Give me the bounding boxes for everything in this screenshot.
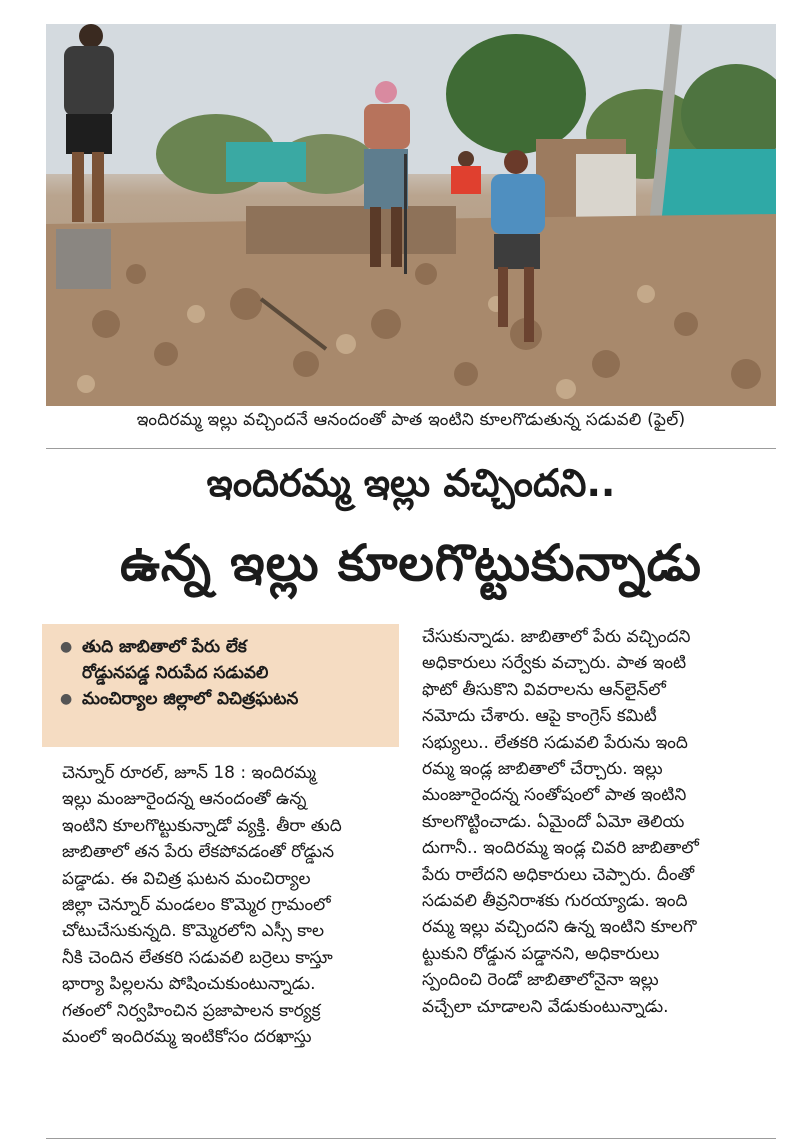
article-line: వచ్చేలా చూడాలని వేడుకుంటున్నాడు.: [422, 996, 669, 1017]
article-line: చోటుచేసుకున్నది. కొమ్మెరలోని ఎస్సీ కాల: [62, 921, 325, 942]
article-line: రమ్మ ఇల్లు వచ్చిందని ఉన్న ఇంటిని కూలగొ: [422, 917, 697, 938]
article-line: ఇల్లు మంజూరైందన్న ఆనందంతో ఉన్న: [62, 789, 307, 810]
bullet-icon: ●: [60, 691, 73, 707]
article-line: దుగానీ.. ఇందిరమ్మ ఇండ్ల చివరి జాబితాలో: [422, 838, 699, 859]
highlight-continuation: రోడ్డునపడ్డ నిరుపేద సడువలి: [82, 663, 269, 683]
highlight-text: తుది జాబితాలో పేరు లేక: [82, 637, 247, 657]
headline-line-1: ఇందిరమ్మ ఇల్లు వచ్చిందని..: [206, 461, 616, 505]
article-line: అధికారులు సర్వేకు వచ్చారు. పాత ఇంటి: [422, 653, 687, 674]
article-line: కూలగొట్టించాడు. ఏమైందో ఏమో తెలియ: [422, 811, 685, 832]
photo-icon: [46, 24, 776, 406]
article-line: మంలో ఇందిరమ్మ ఇంటికోసం దరఖాస్తు: [62, 1027, 312, 1048]
highlights-box: [42, 624, 399, 747]
article-line: జిల్లా చెన్నూర్ మండలం కొమ్మెర గ్రామంలో: [62, 895, 331, 916]
article-column-left: [62, 760, 394, 1050]
article-line: స్పందించి రెండో జాబితాలోనైనా ఇల్లు: [422, 970, 659, 991]
article-line: పడ్డాడు. ఈ విచిత్ర ఘటన మంచిర్యాల: [62, 868, 311, 889]
article-line: రమ్మ ఇండ్ల జాబితాలో చేర్చారు. ఇల్లు: [422, 759, 663, 780]
article-line: సడువలి తీవ్రనిరాశకు గురయ్యాడు. ఇంది: [422, 891, 688, 912]
article-line: భార్యా పిల్లలను పోషించుకుంటున్నాడు.: [62, 974, 316, 995]
highlight-text: మంచిర్యాల జిల్లాలో విచిత్రఘటన: [82, 689, 299, 709]
headline-line-2: ఉన్న ఇల్లు కూలగొట్టుకున్నాడు: [120, 534, 702, 592]
divider: [46, 448, 776, 449]
article-line: చేసుకున్నాడు. జాబితాలో పేరు వచ్చిందని: [422, 627, 691, 647]
highlight-item: [60, 686, 389, 712]
bottom-divider: [46, 1138, 776, 1139]
article-line: చెన్నూర్ రూరల్, జూన్ 18 : ఇందిరమ్మ: [62, 763, 316, 783]
article-line: మంజూరైందన్న సంతోషంలో పాత ఇంటిని: [422, 785, 687, 806]
article-line: జాబితాలో తన పేరు లేకపోవడంతో రోడ్డున: [62, 842, 335, 863]
bullet-icon: ●: [60, 639, 73, 655]
news-photo: [46, 24, 776, 406]
article-line: ట్టుకుని రోడ్డున పడ్డానని, అధికారులు: [422, 943, 660, 964]
article-line: నమోదు చేశారు. ఆపై కాంగ్రెస్ కమిటీ: [422, 706, 657, 727]
photo-caption: ఇందిరమ్మ ఇల్లు వచ్చిందనే ఆనందంతో పాత ఇంటిని కూలగొడుతున్న సడువలి (ఫైల్): [136, 410, 686, 430]
article-line: నీకి చెందిన లేతకరి సడువలి బర్రెలు కాస్తూ: [62, 947, 333, 968]
article-line: పేరు రాలేదని అధికారులు చెప్పారు. దీంతో: [422, 864, 695, 885]
article-line: గతంలో నిర్వహించిన ప్రజాపాలన కార్యక్ర: [62, 1000, 321, 1021]
article-line: ఫొటో తీసుకొని వివరాలను ఆన్‌లైన్‌లో: [422, 679, 666, 700]
article-column-right: [422, 624, 776, 1020]
highlight-item: [60, 634, 389, 660]
article-line: ఇంటిని కూలగొట్టుకున్నాడో వ్యక్తి. తీరా తుది: [62, 815, 342, 836]
article-line: సభ్యులు.. లేతకరి సడువలి పేరును ఇంది: [422, 732, 688, 753]
